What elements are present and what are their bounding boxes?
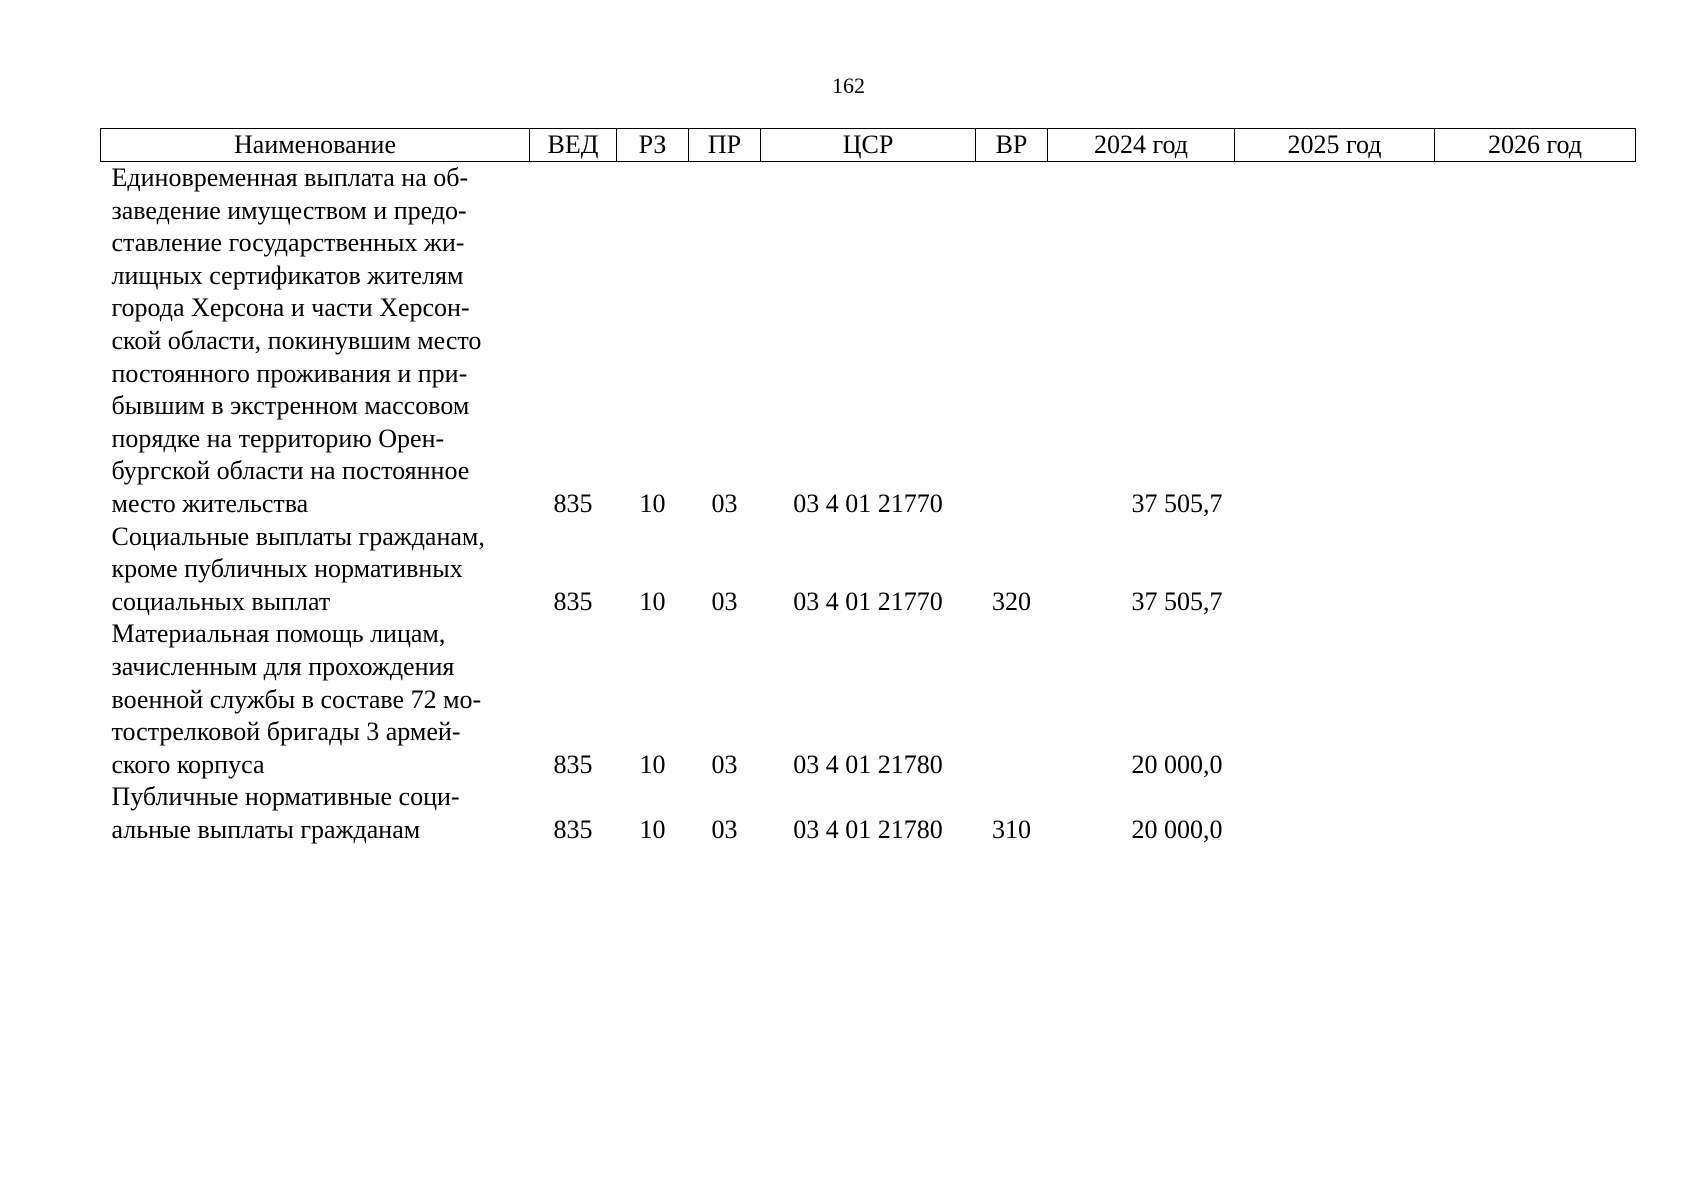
row-csr: 03 4 01 21780 bbox=[793, 814, 943, 844]
row-2025 bbox=[1235, 781, 1435, 846]
row-pr: 03 bbox=[711, 488, 738, 518]
row-ved: 835 bbox=[553, 749, 593, 779]
table-row bbox=[101, 781, 1636, 846]
row-name: Социальные выплаты гражданам, кроме публичных нормативных социальных выплат bbox=[111, 521, 485, 616]
row-name: Материальная помощь лицам, зачисленным для прохождения военной службы в составе 72 мо- тострелковой бригады 3 армей- ского корпуса bbox=[111, 619, 482, 779]
row-ved: 835 bbox=[553, 488, 593, 518]
row-2024: 20 000,0 bbox=[1131, 814, 1223, 844]
row-pr: 03 bbox=[711, 814, 738, 844]
table-header-row bbox=[101, 129, 1636, 162]
row-csr: 03 4 01 21770 bbox=[793, 488, 943, 518]
row-2024: 37 505,7 bbox=[1131, 488, 1223, 518]
header-rz: РЗ bbox=[617, 129, 689, 162]
budget-table bbox=[100, 128, 1636, 846]
row-rz: 10 bbox=[639, 586, 666, 616]
header-vr: ВР bbox=[976, 129, 1048, 162]
header-csr: ЦСР bbox=[761, 129, 976, 162]
page-number: 162 bbox=[832, 73, 865, 98]
header-2025: 2025 год bbox=[1235, 129, 1435, 162]
row-2025 bbox=[1235, 162, 1435, 521]
row-name: Единовременная выплата на об- заведение имуществом и предо- ставление государственных жи- лищных сертификатов жителям города Херсона и части Херсон- ской области, покинувшим место постоянного проживания и при- бывшим в экстренном массовом порядке на территорию Орен- бургской области на постоянное место жительства bbox=[111, 163, 482, 518]
header-pr: ПР bbox=[689, 129, 761, 162]
row-2024: 37 505,7 bbox=[1131, 586, 1223, 616]
table-row bbox=[101, 618, 1636, 781]
row-ved: 835 bbox=[553, 814, 593, 844]
row-csr: 03 4 01 21780 bbox=[793, 749, 943, 779]
row-pr: 03 bbox=[711, 749, 738, 779]
row-vr bbox=[976, 618, 1048, 781]
row-2025 bbox=[1235, 618, 1435, 781]
row-vr: 310 bbox=[992, 814, 1031, 844]
row-rz: 10 bbox=[639, 488, 666, 518]
row-2024: 20 000,0 bbox=[1131, 749, 1223, 779]
table-row bbox=[101, 521, 1636, 619]
row-2026 bbox=[1435, 781, 1636, 846]
row-2025 bbox=[1235, 521, 1435, 619]
row-name: Публичные нормативные соци- альные выплаты гражданам bbox=[111, 782, 460, 844]
header-2024: 2024 год bbox=[1048, 129, 1235, 162]
row-rz: 10 bbox=[639, 749, 666, 779]
row-vr bbox=[976, 162, 1048, 521]
header-name: Наименование bbox=[101, 129, 530, 162]
row-2026 bbox=[1435, 521, 1636, 619]
row-2026 bbox=[1435, 162, 1636, 521]
table-row bbox=[101, 162, 1636, 521]
row-pr: 03 bbox=[711, 586, 738, 616]
row-csr: 03 4 01 21770 bbox=[793, 586, 943, 616]
header-ved: ВЕД bbox=[530, 129, 617, 162]
header-2026: 2026 год bbox=[1435, 129, 1636, 162]
row-rz: 10 bbox=[639, 814, 666, 844]
row-ved: 835 bbox=[553, 586, 593, 616]
row-2026 bbox=[1435, 618, 1636, 781]
row-vr: 320 bbox=[992, 586, 1031, 616]
